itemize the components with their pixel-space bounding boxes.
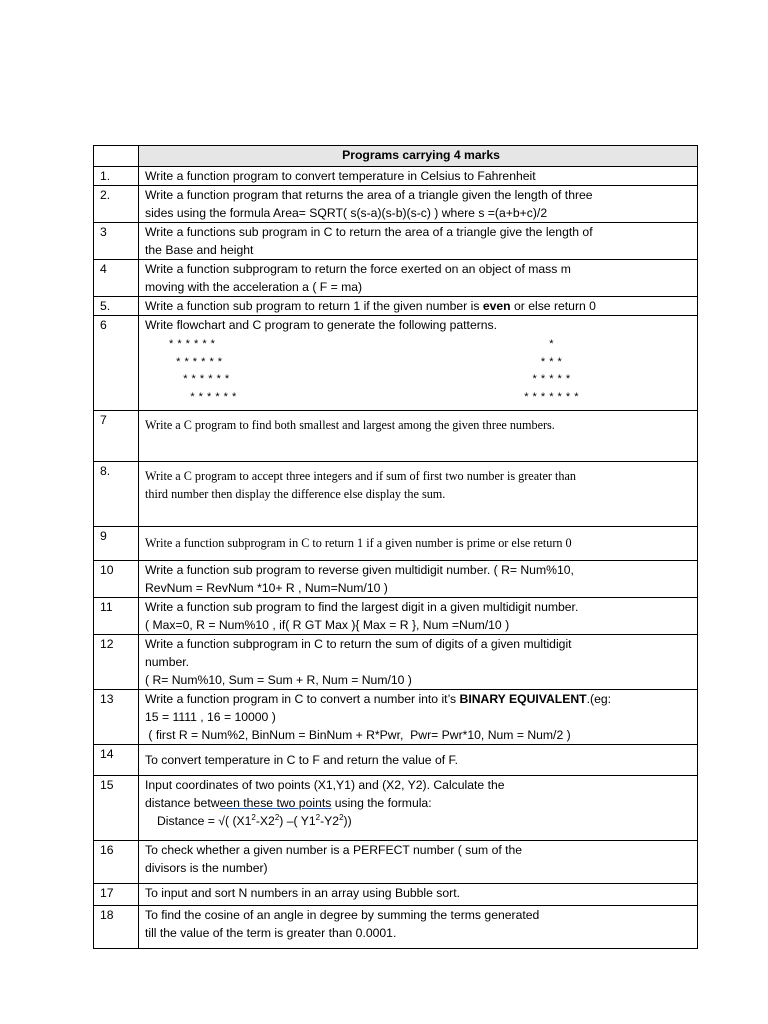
row-number: 5.: [94, 297, 139, 316]
row-text-line: the Base and height: [145, 243, 254, 257]
row-text-line: number.: [145, 655, 190, 669]
row-number: 16: [94, 841, 139, 884]
table-row: [94, 906, 698, 949]
table-row: [94, 841, 698, 884]
table-row: [94, 776, 698, 841]
row-text-line: Write a C program to find both smallest and largest among the given three numbers.: [145, 418, 555, 432]
row-number: 10: [94, 561, 139, 598]
row-text-line: moving with the acceleration a ( F = ma): [145, 280, 363, 294]
row-number: 13: [94, 690, 139, 745]
row-text-line: divisors is the number): [145, 861, 268, 875]
row-text-line: third number then display the difference else display the sum.: [145, 487, 446, 501]
row-text-line: ( R= Num%10, Sum = Sum + R, Num = Num/10 ): [145, 673, 412, 687]
row-text: [139, 316, 698, 411]
table-row: [94, 462, 698, 527]
row-text-line: ( Max=0, R = Num%10 , if( R GT Max ){ Max = R }, Num =Num/10 ): [145, 618, 510, 632]
row-text-line: Write a function sub program to reverse given multidigit number. ( R= Num%10,: [145, 563, 574, 577]
header-empty-cell: [94, 146, 139, 167]
row-text-part: distance betw: [145, 796, 220, 810]
row-text-part: Write a function sub program to return 1 if the given number is: [145, 299, 483, 313]
row-text: [139, 561, 698, 598]
row-text: [139, 598, 698, 635]
row-text: [139, 186, 698, 223]
row-text-underlined: een these two points: [219, 796, 332, 810]
table-row: [94, 561, 698, 598]
pattern-line: * * *: [540, 355, 563, 368]
formula-part: -Y2: [320, 814, 340, 828]
formula-sup: 2: [251, 812, 256, 822]
table-row: [94, 316, 698, 411]
row-text: Write a function program to convert temperature in Celsius to Fahrenheit: [139, 167, 698, 186]
table-row: [94, 260, 698, 297]
row-text: [139, 462, 698, 527]
table-row: [94, 167, 698, 186]
formula-part: )): [343, 814, 352, 828]
row-text: [139, 841, 698, 884]
row-text: [139, 690, 698, 745]
row-text: To input and sort N numbers in an array using Bubble sort.: [139, 884, 698, 906]
row-text: [139, 223, 698, 260]
formula-sup: 2: [339, 812, 344, 822]
row-text-line: Write a function subprogram in C to return 1 if a given number is prime or else return 0: [145, 536, 572, 550]
table-row: [94, 745, 698, 776]
row-text-line: ( first R = Num%2, BinNum = BinNum + R*Pwr, Pwr= Pwr*10, Num = Num/2 ): [145, 728, 571, 742]
row-text: [139, 635, 698, 690]
pattern-line: * * * * * *: [169, 338, 216, 350]
row-number: 12: [94, 635, 139, 690]
table-title: Programs carrying 4 marks: [139, 146, 698, 167]
row-number: 11: [94, 598, 139, 635]
row-text-line: RevNum = RevNum *10+ R , Num=Num/10 ): [145, 581, 388, 595]
table-row: [94, 598, 698, 635]
row-text-line: till the value of the term is greater than 0.0001.: [145, 926, 397, 940]
row-text-line: Write a function subprogram in C to return the sum of digits of a given multidigit: [145, 637, 572, 651]
formula-part: ) –( Y1: [279, 814, 316, 828]
row-text-part: Write a function program in C to convert a number into it’s: [145, 692, 460, 706]
row-number: 14: [94, 745, 139, 776]
row-number: 9: [94, 527, 139, 561]
row-number: 3: [94, 223, 139, 260]
pattern-line: * * * * * *: [169, 390, 237, 403]
row-text-line: Input coordinates of two points (X1,Y1) and (X2, Y2). Calculate the: [145, 778, 505, 792]
table-row: [94, 186, 698, 223]
formula-part: -X2: [255, 814, 275, 828]
row-text-line: Write flowchart and C program to generate the following patterns.: [145, 318, 498, 332]
row-text-part: using the formula:: [331, 796, 432, 810]
row-text-line: To find the cosine of an angle in degree by summing the terms generated: [145, 908, 540, 922]
row-text-line: sides using the formula Area= SQRT( s(s-a)(s-b)(s-c) ) where s =(a+b+c)/2: [145, 206, 548, 220]
distance-formula: [145, 812, 697, 830]
row-number: 7: [94, 411, 139, 462]
table-header-row: [94, 146, 698, 167]
pattern-line: * * * * *: [532, 373, 571, 385]
row-text-line: Write a functions sub program in C to return the area of a triangle give the length of: [145, 225, 593, 239]
row-text: [139, 411, 698, 462]
row-text-part: or else return 0: [510, 299, 596, 313]
row-text-line: Write a function program that returns the area of a triangle given the length of three: [145, 188, 593, 202]
pattern-line: *: [549, 338, 554, 350]
pattern-left: [169, 336, 237, 406]
table-row: [94, 411, 698, 462]
pattern-line: * * * * * *: [169, 355, 223, 368]
row-number: 17: [94, 884, 139, 906]
row-text-line: Write a function sub program to find the largest digit in a given multidigit number.: [145, 600, 579, 614]
row-text: [139, 297, 698, 316]
row-text-bold: even: [482, 299, 511, 313]
row-text-line: To check whether a given number is a PERFECT number ( sum of the: [145, 843, 523, 857]
table-row: [94, 690, 698, 745]
row-text-bold: BINARY EQUIVALENT: [459, 692, 587, 706]
pattern-block: [145, 334, 697, 410]
row-text-line: Write a function subprogram to return the force exerted on an object of mass m: [145, 262, 571, 276]
row-text-line: To convert temperature in C to F and return the value of F.: [145, 753, 458, 767]
row-text-line: Write a C program to accept three integers and if sum of first two number is greater than: [145, 469, 577, 483]
row-number: 1.: [94, 167, 139, 186]
row-number: 6: [94, 316, 139, 411]
pattern-line: * * * * * * *: [524, 390, 579, 403]
row-text-part: .(eg:: [586, 692, 612, 706]
table-row: [94, 635, 698, 690]
row-text: [139, 906, 698, 949]
table-row: [94, 297, 698, 316]
table-row: [94, 223, 698, 260]
row-number: 8.: [94, 462, 139, 527]
pattern-line: * * * * * *: [169, 373, 230, 385]
table-row: [94, 884, 698, 906]
row-number: 4: [94, 260, 139, 297]
row-text: [139, 260, 698, 297]
row-text: [139, 745, 698, 776]
row-number: 2.: [94, 186, 139, 223]
row-number: 18: [94, 906, 139, 949]
row-text: [139, 527, 698, 561]
row-number: 15: [94, 776, 139, 841]
row-text: [139, 776, 698, 841]
pattern-right: [524, 336, 579, 406]
formula-sup: 2: [315, 812, 321, 822]
formula-part: Distance = √( (X1: [157, 814, 252, 828]
formula-sup: 2: [274, 812, 280, 822]
table-row: [94, 527, 698, 561]
row-text-line: 15 = 1111 , 16 = 10000 ): [145, 710, 276, 724]
programs-table: [93, 145, 698, 949]
